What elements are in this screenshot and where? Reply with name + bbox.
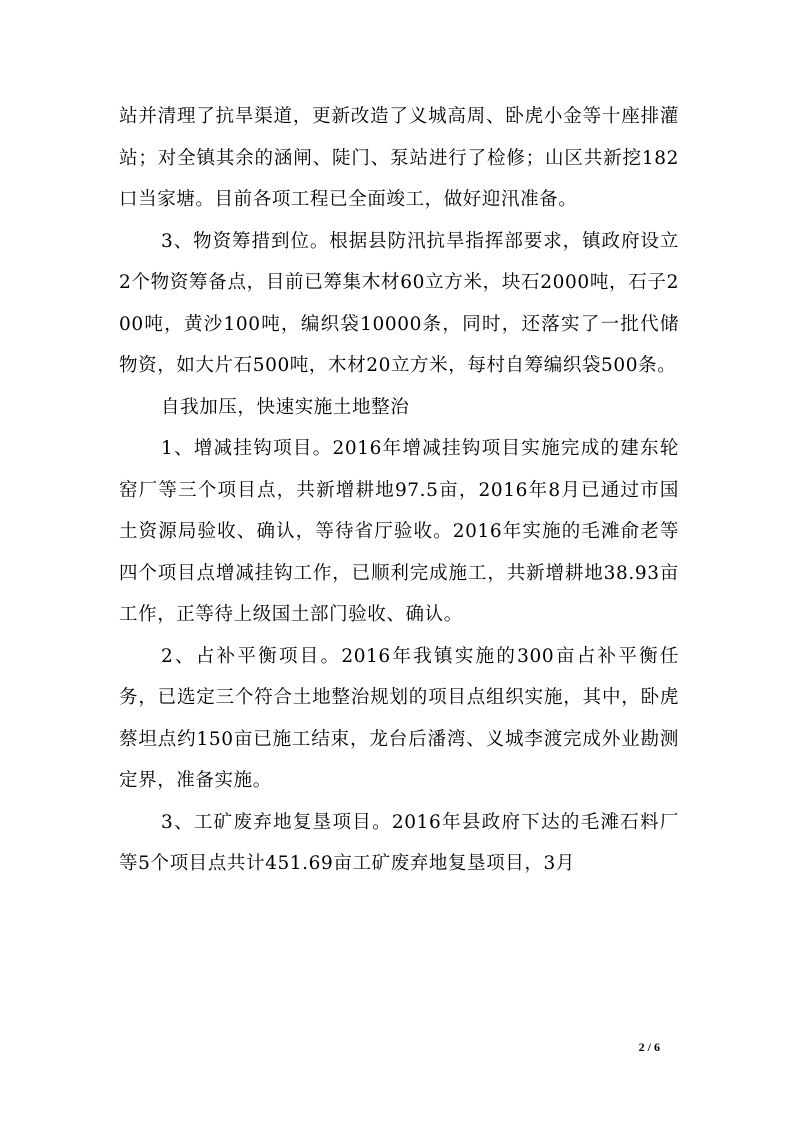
- paragraph-reclamation-project: 3、工矿废弃地复垦项目。2016年县政府下达的毛滩石料厂等5个项目点共计451.69亩工矿废弃地复垦项目，3月: [119, 811, 679, 874]
- section-heading: 自我加压，快速实施土地整治: [161, 396, 410, 418]
- paragraph-balance-project: 2、占补平衡项目。2016年我镇实施的300亩占补平衡任务，已选定三个符合土地整治规划的项目点组织实施，其中，卧虎蔡坦点约150亩已施工结束，龙台后潘湾、义城李渡完成外业勘测定界，准备实施。: [119, 645, 679, 791]
- paragraph-materials: 3、物资筹措到位。根据县防汛抗旱指挥部要求，镇政府设立2个物资筹备点，目前已筹集木材60立方米，块石2000吨，石子200吨，黄沙100吨，编织袋10000条，同时，还落实了一批代储物资，如大片石500吨，木材20立方米，每村自筹编织袋500条。: [119, 230, 679, 376]
- page-number: 2 / 6: [638, 1040, 660, 1054]
- paragraph-linkage-project: 1、增减挂钩项目。2016年增减挂钩项目实施完成的建东轮窑厂等三个项目点，共新增耕地97.5亩，2016年8月已通过市国土资源局验收、确认，等待省厅验收。2016年实施的毛滩俞老等四个项目点增减挂钩工作，已顺利完成施工，共新增耕地38.93亩工作，正等待上级国土部门验收、确认。: [119, 438, 679, 625]
- paragraph-continuation: 站并清理了抗旱渠道，更新改造了义城高周、卧虎小金等十座排灌站；对全镇其余的涵闸、陡门、泵站进行了检修；山区共新挖182口当家塘。目前各项工程已全面竣工，做好迎汛准备。: [119, 106, 679, 210]
- document-body: [119, 96, 679, 885]
